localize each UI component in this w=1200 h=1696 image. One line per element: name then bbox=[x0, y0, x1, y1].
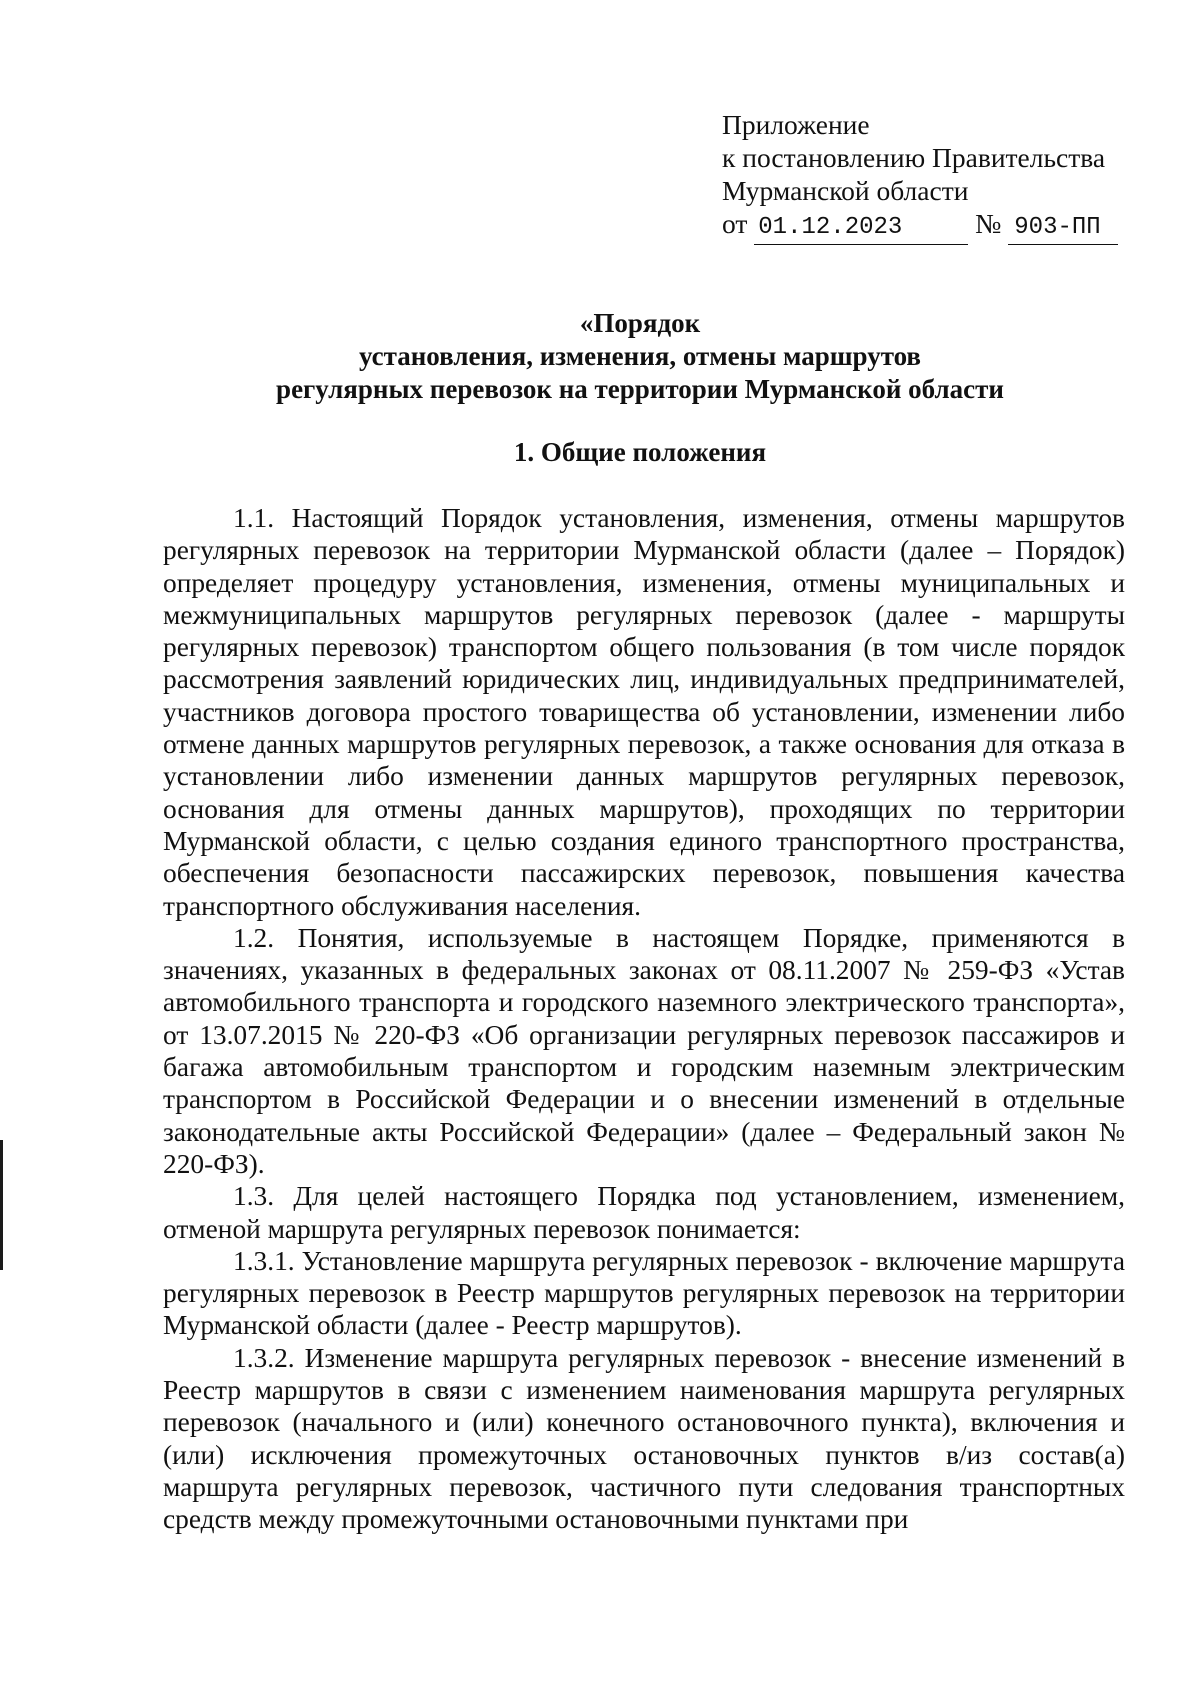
approval-line-1: Приложение bbox=[722, 109, 870, 140]
document-title bbox=[160, 307, 1120, 406]
paragraph-1-1: 1.1. Настоящий Порядок установления, изменения, отмены маршрутов регулярных перевозок на территории Мурманской области (далее – Порядок) определяет процедуру установления, изменения, отмены муниципальных и межмуниципальных маршрутов регулярных перевозок (далее - маршруты регулярных перевозок) транспортом общего пользования (в том числе порядок рассмотрения заявлений юридических лиц, индивидуальных предпринимателей, участников договора простого товарищества об установлении, изменении либо отмене данных маршрутов регулярных перевозок, а также основания для отказа в установлении либо изменении данных маршрутов регулярных перевозок, основания для отмены данных маршрутов), проходящих по территории Мурманской области, с целью создания единого транспортного пространства, обеспечения безопасности пассажирских перевозок, повышения качества транспортного обслуживания населения. bbox=[163, 503, 1125, 921]
paragraph-1-2: 1.2. Понятия, используемые в настоящем Порядке, применяются в значениях, указанных в федеральных законах от 08.11.2007 № 259-ФЗ «Устав автомобильного транспорта и городского наземного электрического транспорта», от 13.07.2015 № 220-ФЗ «Об организации регулярных перевозок пассажиров и багажа автомобильным транспортом и городским наземным электрическим транспортом в Российской Федерации и о внесении изменений в отдельные законодательные акты Российской Федерации» (далее – Федеральный закон № 220-ФЗ). bbox=[163, 922, 1125, 1179]
date-prefix: от bbox=[722, 208, 748, 239]
paragraph-1-3: 1.3. Для целей настоящего Порядка под установлением, изменением, отменой маршрута регулярных перевозок понимается: bbox=[163, 1181, 1125, 1244]
approval-line-3: Мурманской области bbox=[722, 175, 969, 206]
number-value: 903-ПП bbox=[1014, 214, 1101, 241]
date-field bbox=[754, 207, 968, 245]
approval-stamp-block bbox=[722, 108, 1118, 245]
approval-date-number-line bbox=[722, 207, 1118, 245]
paragraph-1-3-2: 1.3.2. Изменение маршрута регулярных перевозок - внесение изменений в Реестр маршрутов в связи с изменением наименования маршрута регулярных перевозок (начального и (или) конечного остановочного пункта), включения и (или) исключения промежуточных остановочных пунктов в/из состав(а) маршрута регулярных перевозок, частичного пути следования транспортных средств между промежуточными остановочными пунктами при bbox=[163, 1342, 1125, 1535]
body-text bbox=[163, 502, 1125, 1536]
number-sign: № bbox=[975, 208, 1002, 239]
number-field bbox=[1008, 207, 1118, 245]
section-heading: 1. Общие положения bbox=[513, 437, 767, 467]
title-line-3: регулярных перевозок на территории Мурманской области bbox=[276, 374, 1004, 404]
approval-line-2: к постановлению Правительства bbox=[722, 142, 1106, 173]
paragraph-1-3-1: 1.3.1. Установление маршрута регулярных перевозок - включение маршрута регулярных перевозок в Реестр маршрутов регулярных перевозок на территории Мурманской области (далее - Реестр маршрутов). bbox=[163, 1245, 1125, 1341]
title-line-1: «Порядок bbox=[579, 308, 701, 338]
date-value: 01.12.2023 bbox=[758, 214, 903, 241]
title-line-2: установления, изменения, отмены маршрутов bbox=[358, 341, 922, 371]
scan-edge-mark bbox=[0, 1140, 3, 1270]
